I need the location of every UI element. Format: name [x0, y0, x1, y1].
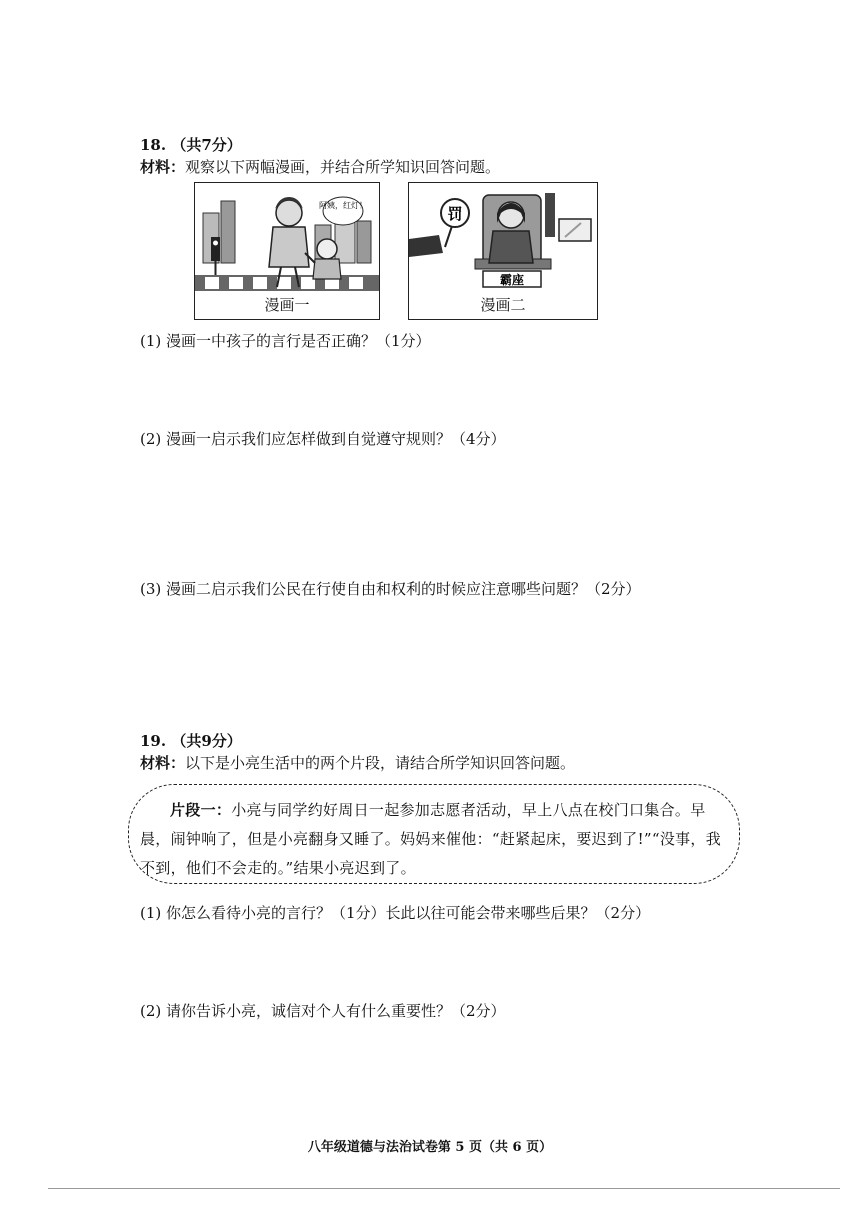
q18-material-label: 材料：	[140, 158, 186, 176]
q19-number: 19. （共9分）	[140, 732, 242, 750]
q19-sub2: (2) 请你告诉小亮，诚信对个人有什么重要性？（2分）	[140, 1002, 506, 1020]
q19-material-text: 以下是小亮生活中的两个片段，请结合所学知识回答问题。	[185, 754, 576, 772]
q19-sub1: (1) 你怎么看待小亮的言行？（1分）长此以往可能会带来哪些后果？（2分）	[140, 904, 651, 922]
seat-label: 霸座	[499, 273, 525, 287]
bottom-rule	[48, 1188, 840, 1189]
cartoon-1-caption: 漫画一	[264, 296, 310, 314]
cartoon-2	[408, 182, 598, 320]
fragment-title: 片段一：	[170, 801, 232, 819]
q18-material	[140, 156, 500, 177]
cartoon-2-illustration	[409, 183, 597, 291]
fragment-text	[140, 796, 726, 883]
cartoon-1-illustration	[195, 183, 379, 291]
fragment-body: 小亮与同学约好周日一起参加志愿者活动，早上八点在校门口集合。早晨，闹钟响了，但是小亮翻身又睡了。妈妈来催他：“赶紧起床，要迟到了!”“没事，我不到，他们不会走的。”结果小亮迟到了。	[140, 801, 722, 877]
q19-material	[140, 752, 575, 773]
page-footer: 八年级道德与法治试卷第 5 页（共 6 页）	[307, 1140, 553, 1155]
cartoon-1-speech: 阿姨，红灯！	[319, 201, 367, 210]
cartoon-2-caption: 漫画二	[480, 296, 526, 314]
q18-number: 18. （共7分）	[140, 136, 242, 154]
q18-sub2: (2) 漫画一启示我们应怎样做到自觉遵守规则？（4分）	[140, 430, 506, 448]
q19-material-label: 材料：	[140, 754, 186, 772]
q18-material-text: 观察以下两幅漫画，并结合所学知识回答问题。	[185, 158, 501, 176]
q18-sub1: (1) 漫画一中孩子的言行是否正确？（1分）	[140, 332, 431, 350]
cartoon-1	[194, 182, 380, 320]
penalty-sign: 罚	[447, 205, 463, 223]
q18-sub3: (3) 漫画二启示我们公民在行使自由和权利的时候应注意哪些问题？（2分）	[140, 580, 641, 598]
